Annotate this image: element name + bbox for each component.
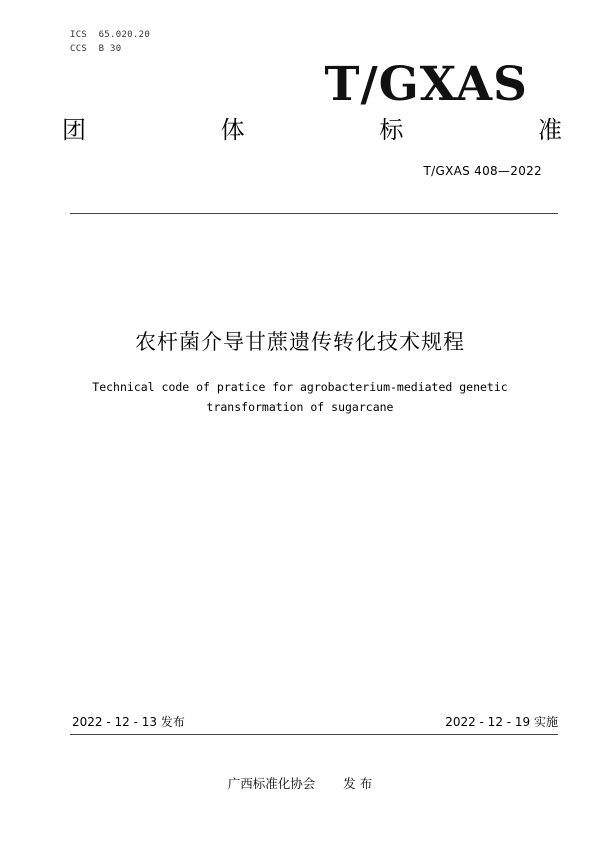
publish-action: 发 布 (343, 776, 373, 791)
title-chinese: 农杆菌介导甘蔗遗传转化技术规程 (135, 330, 465, 354)
document-type-char: 标 (379, 116, 404, 144)
document-type (62, 113, 562, 147)
title-english-line: transformation of sugarcane (206, 400, 394, 414)
document-type-char: 准 (537, 116, 562, 144)
ccs-code: CCS B 30 (70, 44, 122, 54)
document-type-char: 体 (220, 116, 245, 144)
ics-code: ICS 65.020.20 (70, 30, 151, 40)
title-english-line: Technical code of pratice for agrobacterium-mediated genetic (92, 380, 508, 394)
header-divider (70, 213, 558, 214)
issue-date: 2022 - 12 - 13 发布 (72, 715, 185, 729)
document-number: T/GXAS 408—2022 (423, 164, 542, 178)
standard-org-code: T/GXAS (324, 57, 528, 112)
publisher-line (0, 775, 600, 793)
document-type-char: 团 (62, 116, 86, 144)
implementation-date: 2022 - 12 - 19 实施 (445, 715, 558, 729)
footer-divider (70, 734, 558, 735)
publisher-name: 广西标准化协会 (227, 776, 316, 791)
title-english (0, 377, 600, 417)
